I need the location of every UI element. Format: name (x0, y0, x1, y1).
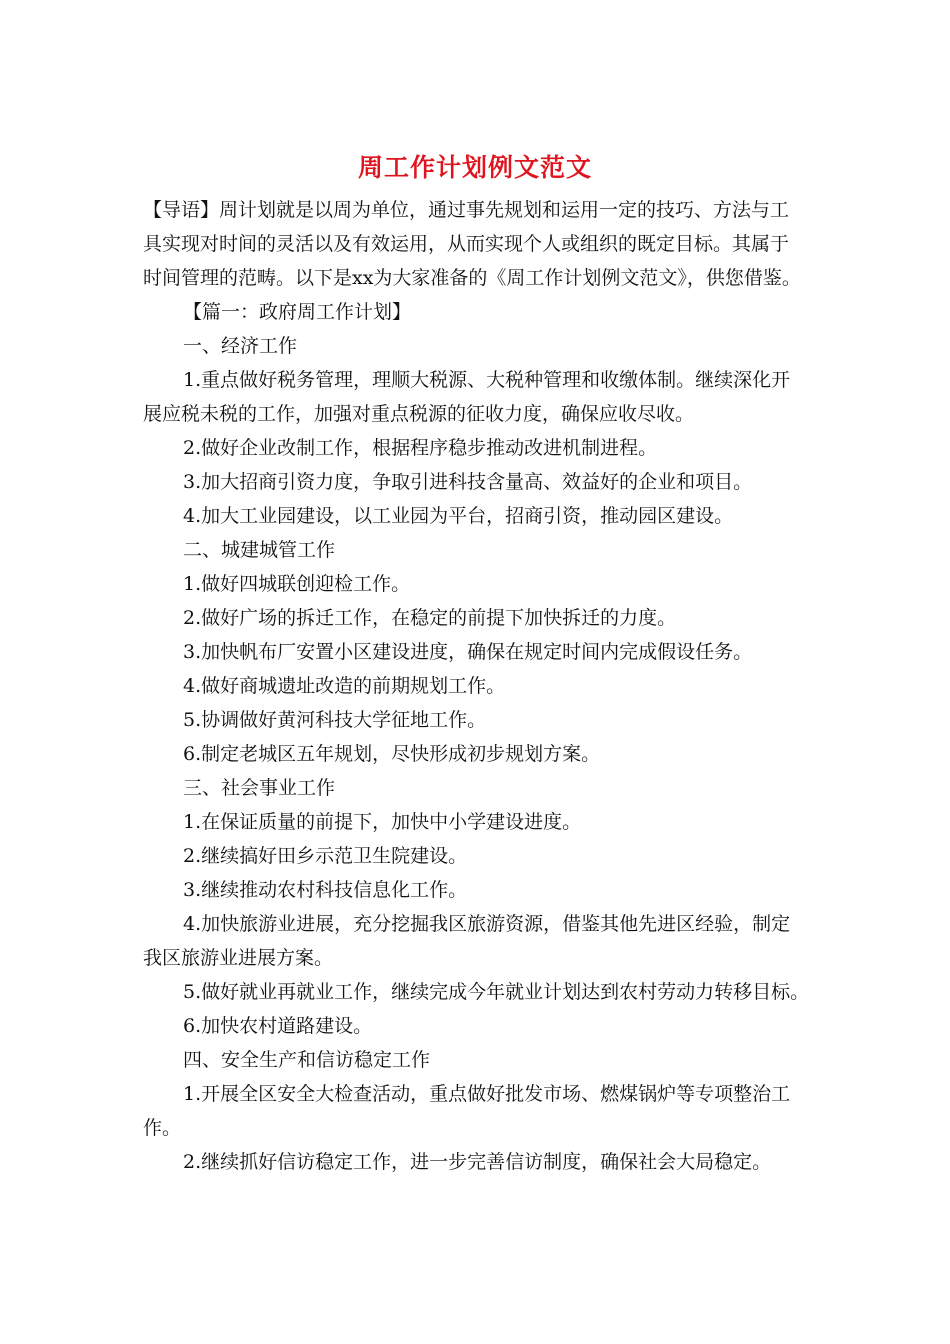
intro-line: 时间管理的范畴。以下是xx为大家准备的《周工作计划例文范文》，供您借鉴。 (143, 267, 801, 289)
list-item: 3.加大招商引资力度，争取引进科技含量高、效益好的企业和项目。 (183, 471, 753, 493)
list-item: 4.加大工业园建设，以工业园为平台，招商引资，推动园区建设。 (183, 505, 734, 527)
list-item-continuation: 我区旅游业进展方案。 (143, 947, 334, 969)
part-heading: 三、社会事业工作 (183, 777, 336, 799)
list-item: 4.做好商城遗址改造的前期规划工作。 (183, 675, 506, 697)
list-item: 1.在保证质量的前提下，加快中小学建设进度。 (183, 811, 582, 833)
intro-line: 具实现对时间的灵活以及有效运用，从而实现个人或组织的既定目标。其属于 (143, 233, 790, 255)
document-title: 周工作计划例文范文 (357, 153, 592, 182)
part-heading: 二、城建城管工作 (183, 539, 336, 561)
list-item: 6.加快农村道路建设。 (183, 1015, 373, 1037)
list-item: 1.重点做好税务管理，理顺大税源、大税种管理和收缴体制。继续深化开 (183, 369, 791, 391)
list-item: 2.继续搞好田乡示范卫生院建设。 (183, 845, 468, 867)
list-item-continuation: 作。 (143, 1117, 182, 1139)
list-item: 2.做好广场的拆迁工作，在稳定的前提下加快拆迁的力度。 (183, 607, 677, 629)
section-heading: 【篇一：政府周工作计划】 (183, 301, 412, 323)
part-heading: 一、经济工作 (183, 335, 298, 357)
list-item: 3.加快帆布厂安置小区建设进度，确保在规定时间内完成假设任务。 (183, 641, 753, 663)
part-heading: 四、安全生产和信访稳定工作 (183, 1049, 431, 1071)
list-item: 3.继续推动农村科技信息化工作。 (183, 879, 468, 901)
list-item: 2.做好企业改制工作，根据程序稳步推动改进机制进程。 (183, 437, 658, 459)
list-item: 5.协调做好黄河科技大学征地工作。 (183, 709, 487, 731)
list-item: 1.开展全区安全大检查活动，重点做好批发市场、燃煤锅炉等专项整治工 (183, 1083, 791, 1105)
list-item: 4.加快旅游业进展，充分挖掘我区旅游资源，借鉴其他先进区经验，制定 (183, 913, 791, 935)
document-body (143, 193, 823, 1179)
list-item: 1.做好四城联创迎检工作。 (183, 573, 411, 595)
list-item: 6.制定老城区五年规划，尽快形成初步规划方案。 (183, 743, 601, 765)
list-item-continuation: 展应税未税的工作，加强对重点税源的征收力度，确保应收尽收。 (143, 403, 695, 425)
intro-line: 【导语】周计划就是以周为单位，通过事先规划和运用一定的技巧、方法与工 (143, 199, 790, 221)
list-item: 2.继续抓好信访稳定工作，进一步完善信访制度，确保社会大局稳定。 (183, 1151, 772, 1173)
list-item: 5.做好就业再就业工作，继续完成今年就业计划达到农村劳动力转移目标。 (183, 981, 810, 1003)
